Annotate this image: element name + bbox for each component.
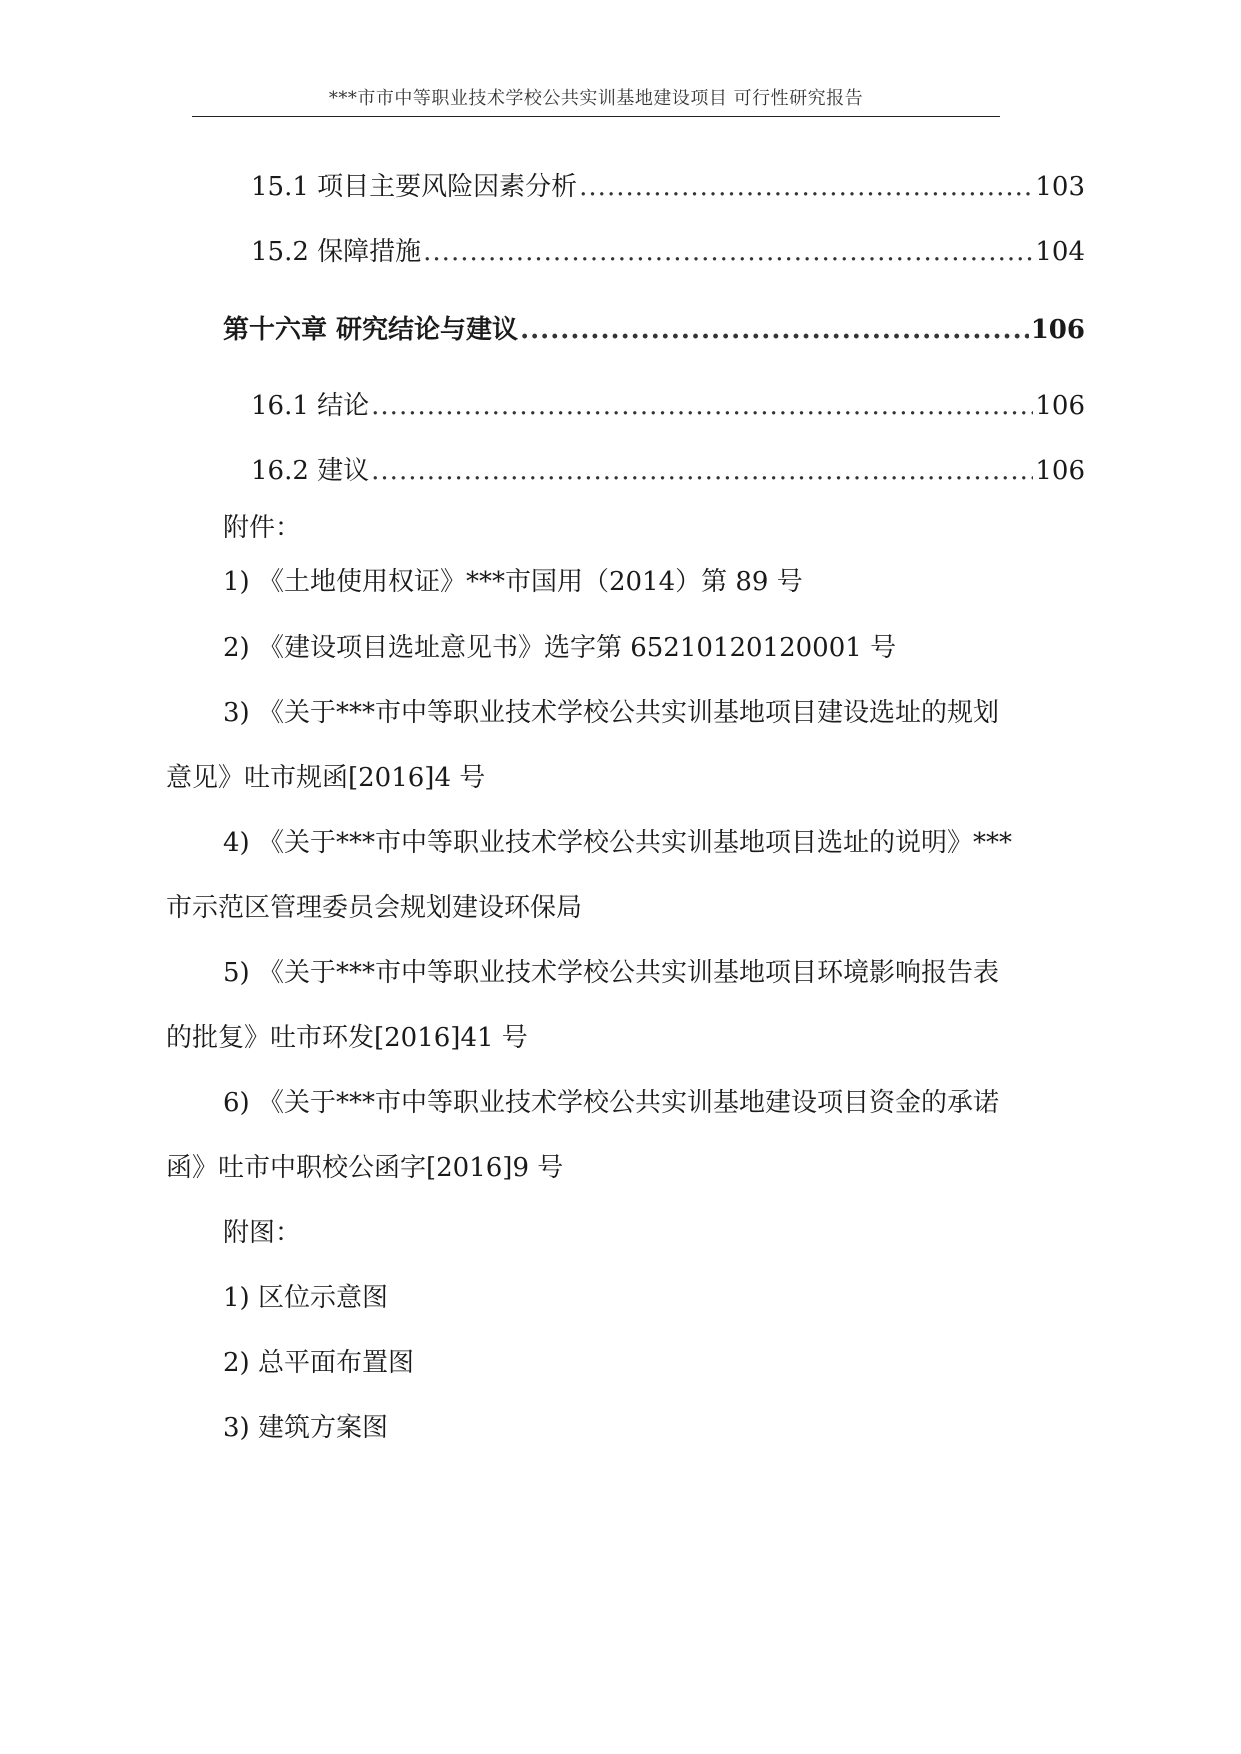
toc-entry-label: 16.2 建议 (251, 456, 370, 486)
attachment-item-3-line2: 意见》吐市规函[2016]4 号 (166, 763, 486, 793)
attachment-item-6-line1: 6) 《关于***市中等职业技术学校公共实训基地建设项目资金的承诺 (223, 1088, 999, 1118)
toc-entry-16-2[interactable] (251, 450, 1085, 487)
toc-entry-chapter-16[interactable] (223, 309, 1085, 346)
toc-dot-leader (371, 391, 1033, 421)
attachment-item-5-line1: 5) 《关于***市中等职业技术学校公共实训基地项目环境影响报告表 (223, 958, 999, 988)
toc-page-number: 104 (1035, 237, 1085, 267)
toc-entry-label: 15.2 保障措施 (251, 237, 422, 267)
attachment-item-2: 2) 《建设项目选址意见书》选字第 65210120120001 号 (223, 633, 897, 663)
attachment-item-3-line1: 3) 《关于***市中等职业技术学校公共实训基地项目建设选址的规划 (223, 698, 999, 728)
attachments-heading: 附件： (223, 513, 302, 543)
toc-entry-label: 15.1 项目主要风险因素分析 (251, 172, 578, 202)
header-rule (192, 116, 1000, 117)
toc-page-number: 106 (1035, 456, 1085, 486)
toc-entry-16-1[interactable] (251, 385, 1085, 422)
figure-item-2: 2) 总平面布置图 (223, 1348, 414, 1378)
toc-entry-15-2[interactable] (251, 231, 1085, 268)
toc-entry-15-1[interactable] (251, 166, 1085, 203)
attachment-item-5-line2: 的批复》吐市环发[2016]41 号 (166, 1023, 528, 1053)
toc-dot-leader (423, 237, 1033, 267)
toc-dot-leader (579, 172, 1033, 202)
toc-entry-label: 第十六章 研究结论与建议 (223, 315, 519, 345)
attachment-item-4-line2: 市示范区管理委员会规划建设环保局 (166, 893, 583, 923)
attachment-item-4-line1: 4) 《关于***市中等职业技术学校公共实训基地项目选址的说明》*** (223, 828, 1012, 858)
toc-page-number: 106 (1035, 391, 1085, 421)
figure-item-3: 3) 建筑方案图 (223, 1413, 388, 1443)
toc-page-number: 103 (1035, 172, 1085, 202)
running-header: ***市市中等职业技术学校公共实训基地建设项目 可行性研究报告 (328, 88, 864, 109)
figures-heading: 附图： (223, 1218, 302, 1248)
toc-dot-leader (371, 456, 1033, 486)
attachment-item-1: 1) 《土地使用权证》***市国用（2014）第 89 号 (223, 567, 803, 597)
attachment-item-6-line2: 函》吐市中职校公函字[2016]9 号 (166, 1153, 564, 1183)
figure-item-1: 1) 区位示意图 (223, 1283, 388, 1313)
toc-page-number: 106 (1030, 315, 1085, 345)
toc-entry-label: 16.1 结论 (251, 391, 370, 421)
toc-dot-leader (520, 315, 1029, 345)
